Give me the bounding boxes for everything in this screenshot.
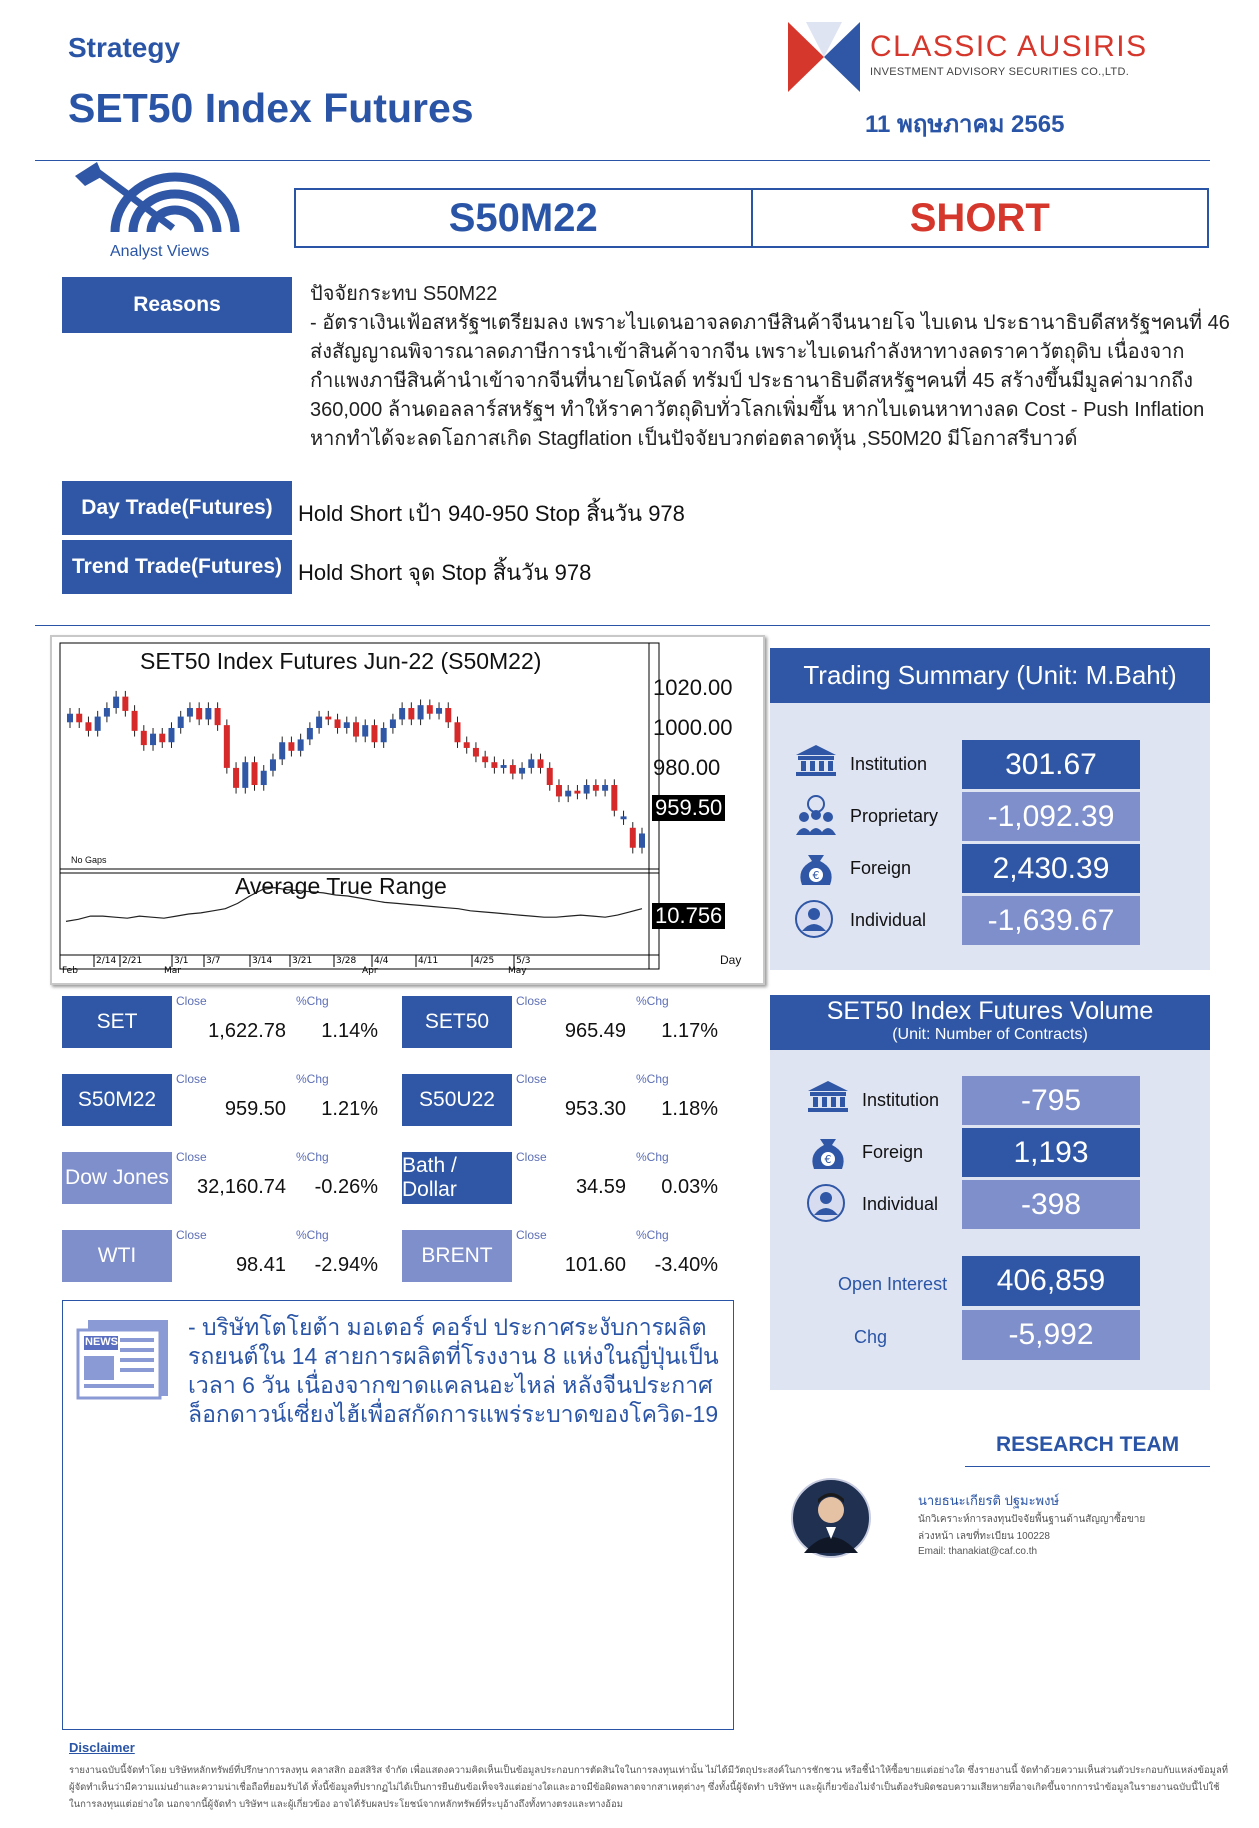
reasons-heading: ปัจจัยกระทบ S50M22 xyxy=(310,283,498,305)
candle xyxy=(261,771,267,785)
ts-proprietary-value: -1,092.39 xyxy=(962,792,1140,841)
market-s50m22-chg: 1.21% xyxy=(321,1098,378,1120)
signal-box xyxy=(294,188,1209,248)
candle xyxy=(233,768,239,788)
money-bag-icon xyxy=(794,847,838,894)
market-chg-label: %Chg xyxy=(636,1150,669,1164)
candle xyxy=(418,705,424,719)
candle xyxy=(445,708,451,722)
price-tick-1020: 1020.00 xyxy=(653,675,733,700)
market-chg-label: %Chg xyxy=(636,1228,669,1242)
ts-proprietary-label: Proprietary xyxy=(850,806,939,826)
candle xyxy=(187,708,193,717)
candle xyxy=(353,722,359,736)
market-chg-label: %Chg xyxy=(296,1150,329,1164)
candle xyxy=(399,708,405,719)
candle xyxy=(491,762,497,768)
market-s50m22-name: S50M22 xyxy=(62,1074,172,1126)
market-chg-label: %Chg xyxy=(636,994,669,1008)
candle xyxy=(390,719,396,728)
trend-trade-label: Trend Trade(Futures) xyxy=(62,540,292,594)
disclaimer-text: รายงานฉบับนี้จัดทำโดย บริษัทหลักทรัพย์ที่ปรึกษาการลงทุน คลาสสิก ออสสิริส จำกัด เพื่อแสดงความคิดเห็นเป็นข้อมูลประกอบการตัดสินใจในการลงทุนเท่านั้น ไม่ได้มีวัตถุประสงค์ในการชักชวน หรือชี้นำให้ซื้อขายแต่อย่างใด ซึ่งรายงานนี้ จัดทำด้วยความเห็นส่วนตัวประกอบกับแหล่งข้อมูลที่ผู้จัดทำเห็นว่ามีความแม่นยำและความน่าเชื่อถือที่ยอมรับได้ ทั้งนี้ข้อมูลที่ปรากฏไม่ได้เป็นการยืนยันข้อเท็จจริงแต่อย่างใดและอาจมีข้อผิดพลาดจากสาเหตุต่างๆ ซึ่งทั้งนี้ผู้จัดทำ บริษัทฯ และผู้เกี่ยวข้องไม่จำเป็นต้องรับผิดชอบความเสียหายที่อาจเกิดขึ้นจากการนำข้อมูลในรายงานฉบับนี้ไปใช้ในการลงทุนแต่อย่างใด นอกจากนี้ผู้จัดทำ บริษัทฯ และผู้เกี่ยวข้อง อาจได้รับผลประโยชน์จากหลักทรัพย์ที่ระบุอ้างถึงทั้งทางตรงและทางอ้อม xyxy=(69,1765,1229,1810)
x-tick-label: 3/14 xyxy=(252,956,273,966)
signal-action: SHORT xyxy=(909,195,1050,240)
market-dow-jones-close: 32,160.74 xyxy=(197,1176,286,1198)
brand-subtitle: INVESTMENT ADVISORY SECURITIES CO.,LTD. xyxy=(870,66,1130,78)
candle xyxy=(132,711,138,731)
candle xyxy=(565,791,571,797)
analyst-email[interactable]: Email: thanakiat@caf.co.th xyxy=(918,1546,1038,1557)
candle xyxy=(519,768,525,774)
trend-trade-text: Hold Short จุด Stop สิ้นวัน 978 xyxy=(298,560,592,585)
day-trade-label: Day Trade(Futures) xyxy=(62,481,292,535)
trading-summary-title: Trading Summary (Unit: M.Baht) xyxy=(770,648,1210,703)
price-tick-1000: 1000.00 xyxy=(653,715,733,740)
day-trade-text: Hold Short เป้า 940-950 Stop สิ้นวัน 978 xyxy=(298,501,685,526)
candle xyxy=(196,708,202,719)
market-wti-chg: -2.94% xyxy=(314,1254,378,1276)
report-date: 11 พฤษภาคม 2565 xyxy=(865,111,1065,138)
person-icon xyxy=(806,1183,846,1228)
market-set50-chg: 1.17% xyxy=(661,1020,718,1042)
candle xyxy=(436,708,442,714)
market-s50u22-chg: 1.18% xyxy=(661,1098,718,1120)
candle xyxy=(621,816,627,819)
x-tick-label: 5/3 xyxy=(516,956,531,966)
bank-icon xyxy=(794,743,838,782)
vol-institution-value: -795 xyxy=(962,1076,1140,1125)
candle xyxy=(76,714,82,723)
chart-title: SET50 Index Futures Jun-22 (S50M22) xyxy=(140,648,542,674)
candle xyxy=(371,725,377,742)
candle xyxy=(593,785,599,791)
svg-text:€: € xyxy=(824,1153,832,1166)
volume-title: SET50 Index Futures Volume xyxy=(826,997,1154,1025)
market-set-chg: 1.14% xyxy=(321,1020,378,1042)
ts-individual-label: Individual xyxy=(850,910,927,930)
month-label: Feb xyxy=(62,966,78,976)
vol-foreign-label: Foreign xyxy=(862,1142,924,1162)
candle xyxy=(427,705,433,714)
research-divider xyxy=(965,1466,1210,1467)
atr-title: Average True Range xyxy=(235,873,447,899)
vol-individual-value: -398 xyxy=(962,1180,1140,1229)
x-unit-label: Day xyxy=(720,953,742,967)
candle xyxy=(574,791,580,794)
candle xyxy=(528,759,534,768)
price-tick-980: 980.00 xyxy=(653,755,721,780)
candle xyxy=(611,785,617,811)
market-bath-dollar-chg: 0.03% xyxy=(661,1176,718,1198)
news-badge: NEWS xyxy=(85,1336,118,1348)
news-text: - บริษัทโตโยต้า มอเตอร์ คอร์ป ประกาศระงับการผลิตรถยนต์ใน 14 สายการผลิตที่โรงงาน 8 แห่งในญี่ปุ่นเป็นเวลา 6 วัน เนื่องจากขาดแคลนอะไหล่ หลังจีนประกาศล็อกดาวน์เซี่ยงไฮ้เพื่อสกัดการแพร่ระบาดของโควิด-19 xyxy=(188,1314,719,1427)
candle xyxy=(95,717,101,731)
candle xyxy=(113,697,119,708)
newspaper-icon xyxy=(76,1318,170,1400)
market-wti-name: WTI xyxy=(62,1230,172,1282)
market-set-close: 1,622.78 xyxy=(208,1020,286,1042)
candle xyxy=(584,785,590,794)
analyst-license: ล่วงหน้า เลขที่ทะเบียน 100228 xyxy=(918,1531,1050,1542)
market-s50u22-close: 953.30 xyxy=(564,1098,626,1120)
candle xyxy=(335,719,341,728)
candle xyxy=(381,728,387,742)
month-label: Mar xyxy=(164,966,181,976)
x-tick-label: 2/21 xyxy=(122,956,143,966)
candle xyxy=(104,708,110,717)
market-close-label: Close xyxy=(516,994,547,1008)
ts-foreign-value: 2,430.39 xyxy=(962,844,1140,893)
candle xyxy=(454,722,460,742)
market-chg-label: %Chg xyxy=(296,994,329,1008)
candle xyxy=(501,765,507,768)
candle xyxy=(270,759,276,770)
market-close-label: Close xyxy=(176,1072,207,1086)
reasons-body: - อัตราเงินเฟ้อสหรัฐฯเตรียมลง เพราะไบเดนอาจลดภาษีสินค้าจีนนายโจ ไบเดน ประธานาธิบดีสหรัฐฯคนที่ 46 ส่งสัญญาณพิจารณาลดภาษีการนำเข้าสินค้าจากจีน เพราะไบเดนกำลังหาทางลดราคาวัตถุดิบ เนื่องจากกำแพงภาษีสินค้านำเข้าจากจีนที่นายโดนัลด์ ทรัมป์ ประธานาธิบดีสหรัฐฯคนที่ 45 สร้างขึ้นมีมูลค่ามากถึง 360,000 ล้านดอลลาร์สหรัฐฯ ทำให้ราคาวัตถุดิบทั่วโลกเพิ่มขึ้น หากไบเดนหาทางลด Cost - Push Inflation หากทำได้จะลดโอกาสเกิด Stagflation เป็นปัจจัยบวกต่อตลาดหุ้น ,S50M20 มีโอกาสรีบาวด์ xyxy=(310,312,1230,450)
market-brent-name: BRENT xyxy=(402,1230,512,1282)
vol-individual-label: Individual xyxy=(862,1194,939,1214)
ts-institution-label: Institution xyxy=(850,754,928,774)
analyst-name: นายธนะเกียรติ ปฐมะพงษ์ xyxy=(918,1493,1060,1508)
chg-value: -5,992 xyxy=(962,1310,1140,1360)
x-tick-label: 4/11 xyxy=(418,956,439,966)
analyst-views-icon xyxy=(75,162,245,240)
candle xyxy=(150,734,156,745)
analyst-views-label: Analyst Views xyxy=(110,243,210,260)
market-wti-close: 98.41 xyxy=(235,1254,286,1276)
last-price-tag: 959.50 xyxy=(652,795,725,821)
x-tick-label: 2/14 xyxy=(96,956,117,966)
candle xyxy=(639,833,645,847)
candle xyxy=(298,739,304,750)
candle xyxy=(464,742,470,748)
candle xyxy=(556,785,562,796)
candle xyxy=(538,759,544,768)
candle xyxy=(224,725,230,768)
candle xyxy=(242,762,248,788)
candle xyxy=(602,785,608,791)
candle xyxy=(252,762,258,785)
research-team-title: RESEARCH TEAM xyxy=(996,1433,1180,1456)
market-brent-close: 101.60 xyxy=(564,1254,626,1276)
price-chart xyxy=(50,635,765,985)
market-brent-chg: -3.40% xyxy=(654,1254,718,1276)
market-chg-label: %Chg xyxy=(296,1228,329,1242)
disclaimer-title: Disclaimer xyxy=(69,1740,135,1755)
bank-icon xyxy=(806,1079,850,1118)
candle xyxy=(288,742,294,751)
x-tick-label: 4/4 xyxy=(374,956,389,966)
brand-name: CLASSIC AUSIRIS xyxy=(870,30,1148,63)
market-set-name: SET xyxy=(62,996,172,1048)
signal-ticker: S50M22 xyxy=(296,190,753,246)
x-tick-label: 3/28 xyxy=(336,956,357,966)
divider xyxy=(35,625,1210,626)
open-interest-value: 406,859 xyxy=(962,1256,1140,1306)
candle xyxy=(316,717,322,728)
open-interest-label: Open Interest xyxy=(838,1274,948,1294)
money-bag-icon xyxy=(806,1131,850,1178)
market-dow-jones-chg: -0.26% xyxy=(314,1176,378,1198)
candle xyxy=(122,697,128,711)
ts-individual-value: -1,639.67 xyxy=(962,896,1140,945)
person-icon xyxy=(794,899,834,944)
vol-institution-label: Institution xyxy=(862,1090,940,1110)
candle xyxy=(473,748,479,757)
market-bath-dollar-name: Bath / Dollar xyxy=(402,1152,512,1204)
svg-text:€: € xyxy=(812,869,820,882)
x-tick-label: 3/21 xyxy=(292,956,313,966)
ts-institution-value: 301.67 xyxy=(962,740,1140,789)
candle xyxy=(325,717,331,720)
market-s50u22-name: S50U22 xyxy=(402,1074,512,1126)
ts-foreign-label: Foreign xyxy=(850,858,912,878)
reasons-label: Reasons xyxy=(62,277,292,333)
market-set50-close: 965.49 xyxy=(564,1020,626,1042)
company-logo xyxy=(788,22,860,92)
x-tick-label: 4/25 xyxy=(474,956,495,966)
section-label: Strategy xyxy=(68,32,181,63)
vol-foreign-value: 1,193 xyxy=(962,1128,1140,1177)
candle xyxy=(215,708,221,725)
market-close-label: Close xyxy=(176,994,207,1008)
candle xyxy=(159,734,165,743)
candle xyxy=(168,728,174,742)
candle xyxy=(279,742,285,759)
market-dow-jones-name: Dow Jones xyxy=(62,1152,172,1204)
candle xyxy=(141,731,147,745)
candle xyxy=(482,757,488,763)
candle xyxy=(67,714,73,723)
volume-header xyxy=(770,995,1210,1050)
candle xyxy=(85,722,91,731)
candle xyxy=(362,725,368,736)
analyst-role: นักวิเคราะห์การลงทุนปัจจัยพื้นฐานด้านสัญญาซื้อขาย xyxy=(918,1514,1146,1525)
x-tick-label: 3/1 xyxy=(174,956,189,966)
month-label: May xyxy=(508,966,527,976)
candle xyxy=(178,717,184,728)
month-label: Apr xyxy=(362,966,378,976)
market-close-label: Close xyxy=(176,1150,207,1164)
divider xyxy=(35,160,1210,161)
candle xyxy=(510,765,516,774)
market-chg-label: %Chg xyxy=(636,1072,669,1086)
analyst-avatar xyxy=(790,1477,872,1559)
market-bath-dollar-close: 34.59 xyxy=(575,1176,626,1198)
candle xyxy=(547,768,553,785)
x-tick-label: 3/7 xyxy=(206,956,221,966)
volume-subtitle: (Unit: Number of Contracts) xyxy=(892,1026,1088,1043)
candle xyxy=(344,722,350,728)
candle xyxy=(408,708,414,719)
no-gaps-label: No Gaps xyxy=(71,855,107,865)
candle xyxy=(205,708,211,719)
market-s50m22-close: 959.50 xyxy=(224,1098,286,1120)
people-icon xyxy=(794,795,838,840)
market-close-label: Close xyxy=(516,1150,547,1164)
market-close-label: Close xyxy=(516,1228,547,1242)
atr-value-tag: 10.756 xyxy=(652,903,725,929)
candle xyxy=(307,728,313,739)
reasons-text xyxy=(310,280,1230,454)
market-chg-label: %Chg xyxy=(296,1072,329,1086)
chg-label: Chg xyxy=(854,1327,888,1347)
candle xyxy=(630,828,636,848)
market-close-label: Close xyxy=(516,1072,547,1086)
market-close-label: Close xyxy=(176,1228,207,1242)
page-title: SET50 Index Futures xyxy=(68,85,474,131)
market-set50-name: SET50 xyxy=(402,996,512,1048)
